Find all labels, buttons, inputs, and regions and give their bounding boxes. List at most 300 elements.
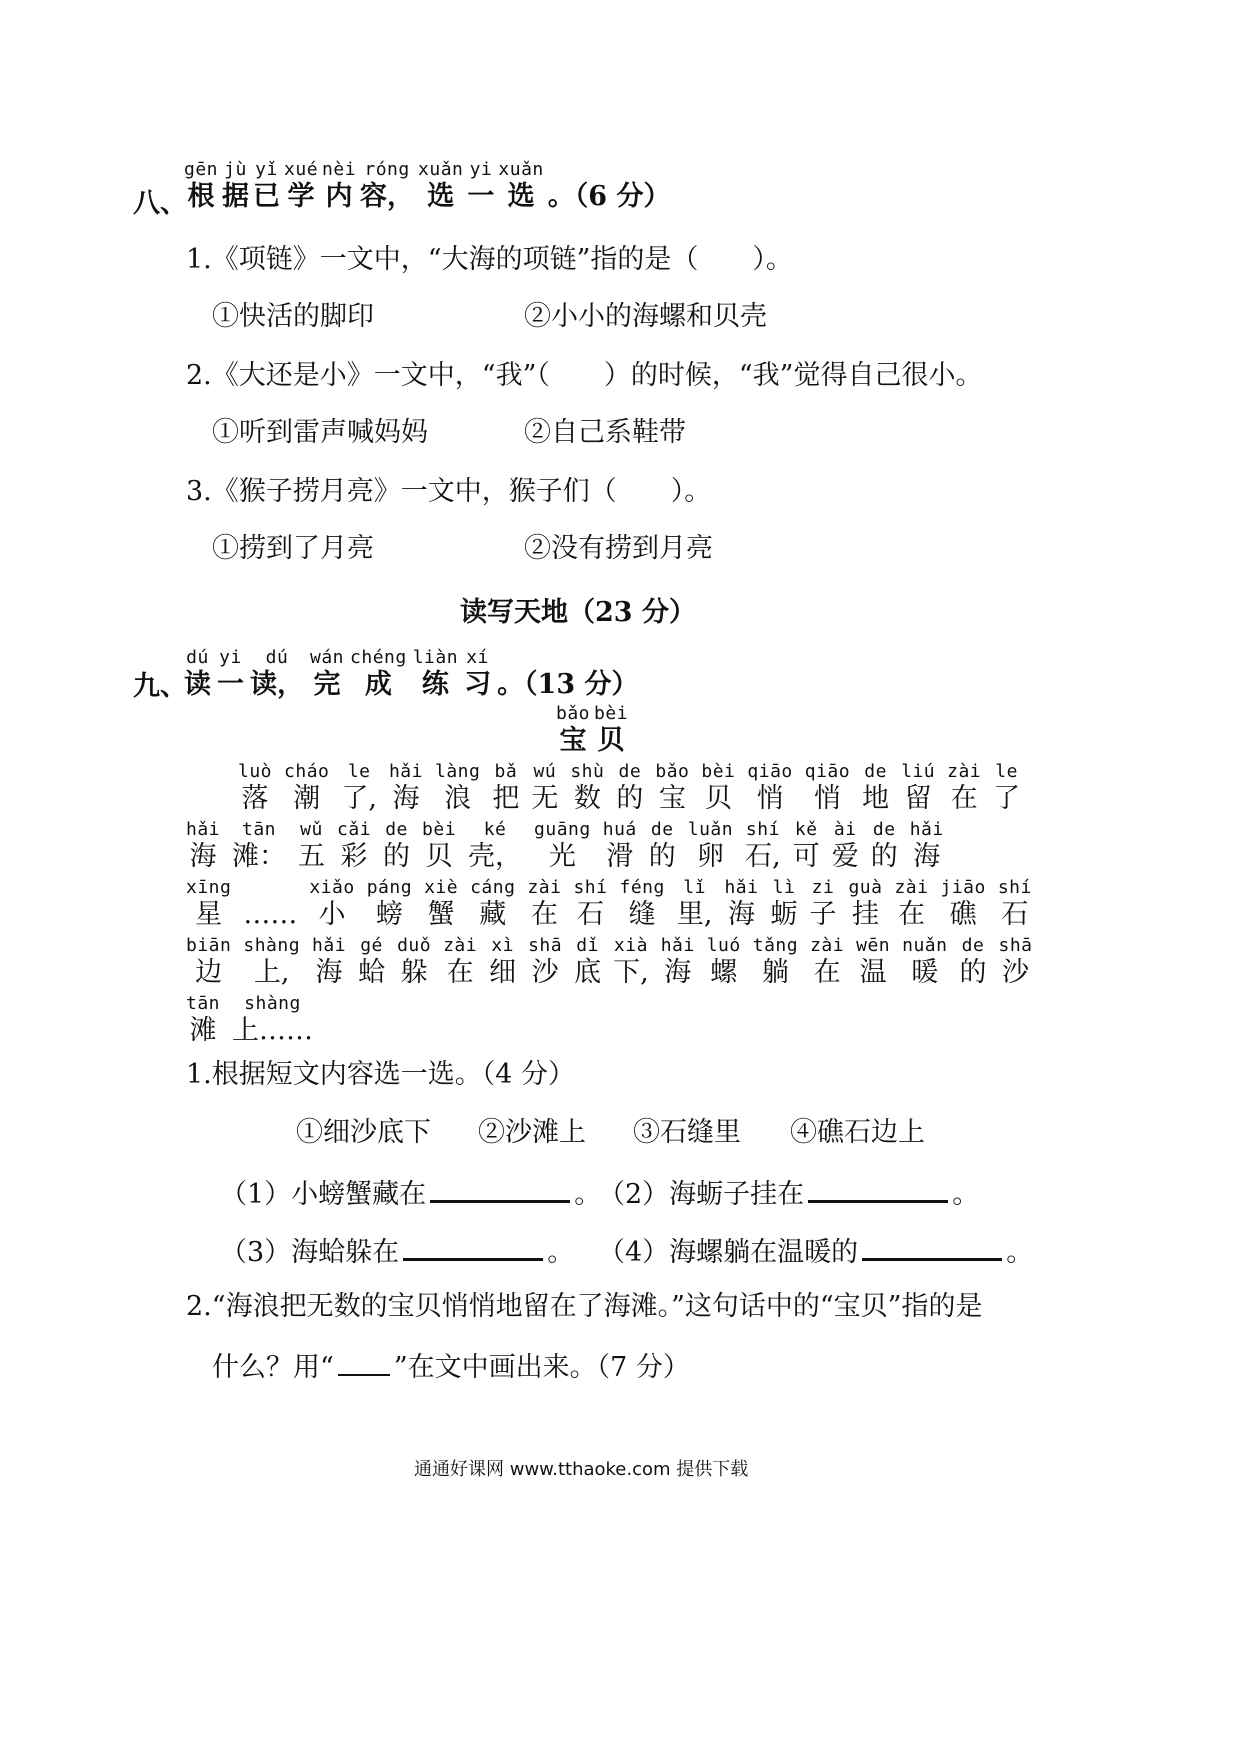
pinyin: luǎn xyxy=(687,819,734,840)
hanzi: 星 xyxy=(195,899,223,930)
hanzi: 里, xyxy=(676,899,713,930)
hanzi: 的 xyxy=(648,841,676,872)
pinyin: bèi xyxy=(422,819,457,840)
pinyin: huá xyxy=(602,819,637,840)
pinyin: xīng xyxy=(186,877,232,898)
pinyin: shā xyxy=(528,935,563,956)
passage-char xyxy=(998,936,1032,990)
hanzi: 在 xyxy=(446,957,474,988)
pinyin: bǎo xyxy=(556,703,591,724)
hanzi: 海 xyxy=(664,957,692,988)
passage-char xyxy=(534,820,591,874)
section-8-heading xyxy=(184,160,670,214)
question-8-3: 3.《猴子捞月亮》一文中，猴子们（ ）。 xyxy=(186,476,712,507)
pinyin: wán xyxy=(310,647,345,668)
pinyin: xì xyxy=(491,935,514,956)
passage-char xyxy=(243,878,297,932)
hanzi: 在 xyxy=(950,783,978,814)
pinyin: lì xyxy=(772,877,796,898)
hanzi: 已 xyxy=(253,181,281,212)
pinyin: luò xyxy=(238,761,273,782)
hanzi: 选 xyxy=(507,181,535,212)
passage-char xyxy=(848,878,882,932)
hanzi: 据 xyxy=(222,181,250,212)
pinyin: bǎo xyxy=(655,761,690,782)
fill-item-1-text: （1）小螃蟹藏在 xyxy=(220,1179,427,1210)
hanzi: 无 xyxy=(531,783,559,814)
hanzi: 细 xyxy=(489,957,517,988)
passage-char xyxy=(443,936,477,990)
fill-item-3-text: （3）海蛤躲在 xyxy=(220,1237,400,1268)
passage-char xyxy=(947,762,981,816)
pinyin: de xyxy=(961,935,985,956)
question-8-1-option-2: ②小小的海螺和贝壳 xyxy=(524,301,767,332)
pinyin: gé xyxy=(360,935,383,956)
question-8-2: 2.《大还是小》一文中，“我”（ ）的时候，“我”觉得自己很小。 xyxy=(186,360,983,391)
heading-8-char xyxy=(498,160,543,214)
pinyin: wú xyxy=(533,761,557,782)
hanzi: 蛤 xyxy=(358,957,386,988)
passage-char xyxy=(435,762,480,816)
pinyin: biān xyxy=(186,935,232,956)
passage-char xyxy=(805,762,850,816)
hanzi: 爱 xyxy=(831,841,859,872)
hanzi: 成 xyxy=(364,669,392,700)
passage-char xyxy=(186,820,220,874)
hanzi: 滑 xyxy=(606,841,634,872)
question-8-1-option-1: ①快活的脚印 xyxy=(212,301,374,332)
hanzi: 边 xyxy=(195,957,223,988)
passage-char xyxy=(902,936,947,990)
pinyin: zài xyxy=(443,935,478,956)
hanzi: 贝 xyxy=(597,725,625,756)
pinyin: tān xyxy=(242,819,277,840)
passage-char xyxy=(619,878,664,932)
passage-char xyxy=(367,878,412,932)
passage-char xyxy=(753,936,798,990)
fill-item-3 xyxy=(220,1232,574,1270)
pinyin: hǎi xyxy=(909,819,944,840)
underline-sample xyxy=(338,1348,390,1376)
pinyin: le xyxy=(347,761,371,782)
pinyin: guà xyxy=(848,877,883,898)
pinyin: zài xyxy=(894,877,929,898)
hanzi: 的 xyxy=(383,841,411,872)
pinyin: de xyxy=(618,761,642,782)
pinyin: shù xyxy=(570,761,605,782)
fill-item-2-end: 。 xyxy=(952,1179,980,1210)
pinyin: shí xyxy=(573,877,608,898)
pinyin: hǎi xyxy=(660,935,695,956)
hanzi: 宝 xyxy=(559,725,587,756)
pinyin: zài xyxy=(947,761,982,782)
hanzi: 的 xyxy=(616,783,644,814)
heading-8-char xyxy=(467,160,494,214)
question-9-1: 1.根据短文内容选一选。（4 分） xyxy=(186,1059,576,1090)
pinyin: tǎng xyxy=(752,935,799,956)
pinyin: xí xyxy=(466,647,489,668)
hanzi: 一 xyxy=(467,181,495,212)
passage-char xyxy=(856,936,890,990)
hanzi: 在 xyxy=(897,899,925,930)
pinyin: hǎi xyxy=(724,877,759,898)
passage-char xyxy=(186,994,220,1048)
hanzi: 蟹 xyxy=(427,899,455,930)
hanzi: 石 xyxy=(1001,899,1029,930)
heading-9-char xyxy=(310,648,344,702)
passage-char xyxy=(810,936,844,990)
fill-item-2-text: （2）海蛎子挂在 xyxy=(598,1179,805,1210)
section-9-heading-tail: 。（13 分） xyxy=(497,669,639,700)
hanzi: 海 xyxy=(727,899,755,930)
pinyin: làng xyxy=(434,761,481,782)
hanzi: 的 xyxy=(959,957,987,988)
hanzi: 一 xyxy=(217,669,244,700)
passage-char xyxy=(603,820,637,874)
pinyin: dú xyxy=(265,647,289,668)
heading-9-char xyxy=(413,648,458,702)
pinyin: zài xyxy=(810,935,845,956)
hanzi: 悄 xyxy=(756,783,784,814)
passage-char xyxy=(649,820,676,874)
hanzi: 地 xyxy=(862,783,890,814)
passage-char xyxy=(747,762,792,816)
passage-char xyxy=(341,762,377,816)
passage-char xyxy=(901,762,935,816)
pinyin: cháo xyxy=(284,761,330,782)
section-8-heading-tail: 。（6 分） xyxy=(547,181,671,212)
fill-item-1-end: 。 xyxy=(574,1179,602,1210)
pinyin: dú xyxy=(186,647,209,668)
pinyin: shàng xyxy=(243,935,301,956)
passage-char xyxy=(574,936,601,990)
pinyin: páng xyxy=(366,877,413,898)
pinyin: xiè xyxy=(424,877,459,898)
pinyin: xué xyxy=(284,159,319,180)
hanzi: 滩： xyxy=(232,841,287,872)
passage-char xyxy=(570,762,604,816)
section-9-heading xyxy=(184,648,639,702)
choice-2: ②沙滩上 xyxy=(478,1117,586,1148)
passage-char xyxy=(489,936,516,990)
heading-8-char xyxy=(418,160,463,214)
fill-item-3-blank[interactable] xyxy=(403,1232,543,1261)
hanzi: 子 xyxy=(809,899,837,930)
choice-4: ④礁石边上 xyxy=(790,1117,925,1148)
part-title: 读写天地（23 分） xyxy=(460,597,696,628)
hanzi: 石 xyxy=(576,899,604,930)
pinyin: luó xyxy=(706,935,741,956)
passage-line xyxy=(186,820,956,874)
passage-char xyxy=(424,878,458,932)
hanzi: 蛎 xyxy=(770,899,798,930)
section-9-number: 九、 xyxy=(133,671,187,702)
fill-item-2 xyxy=(598,1174,979,1212)
pinyin: ké xyxy=(483,819,507,840)
passage-line xyxy=(186,994,325,1048)
heading-9-char xyxy=(464,648,491,702)
hanzi: 在 xyxy=(813,957,841,988)
question-8-3-option-1: ①捞到了月亮 xyxy=(212,533,374,564)
passage-char xyxy=(358,936,385,990)
pinyin: yi xyxy=(219,647,242,668)
passage-title xyxy=(556,704,632,758)
pinyin: hǎi xyxy=(312,935,347,956)
heading-8-char xyxy=(360,160,414,214)
passage-char xyxy=(993,762,1020,816)
hanzi: 海 xyxy=(913,841,941,872)
hanzi: 石, xyxy=(745,841,781,872)
hanzi: 把 xyxy=(492,783,520,814)
hanzi: 贝 xyxy=(425,841,453,872)
pinyin: yǐ xyxy=(255,159,278,180)
passage-char xyxy=(232,994,313,1048)
hanzi: 上, xyxy=(253,957,290,988)
heading-8-char xyxy=(322,160,356,214)
pinyin: liàn xyxy=(412,647,459,668)
passage-char xyxy=(528,936,562,990)
passage-char xyxy=(616,762,643,816)
hanzi: 的 xyxy=(870,841,898,872)
passage-char xyxy=(232,820,286,874)
heading-8-char xyxy=(222,160,249,214)
passage-char xyxy=(298,820,325,874)
question-8-2-option-2: ②自己系鞋带 xyxy=(524,417,686,448)
passage-char xyxy=(422,820,456,874)
passage-line xyxy=(238,762,1032,816)
hanzi: 学 xyxy=(287,181,315,212)
pinyin: de xyxy=(872,819,896,840)
hanzi: 选 xyxy=(427,181,455,212)
passage-title-char xyxy=(556,704,590,758)
hanzi: 滩 xyxy=(189,1015,217,1046)
hanzi: 彩 xyxy=(340,841,368,872)
hanzi: 缝 xyxy=(628,899,656,930)
hanzi: 暖 xyxy=(911,957,939,988)
question-8-3-option-2: ②没有捞到月亮 xyxy=(524,533,713,564)
hanzi: 练 xyxy=(421,669,449,700)
hanzi: 壳， xyxy=(468,841,523,872)
hanzi: 温 xyxy=(859,957,887,988)
passage-char xyxy=(707,936,741,990)
pinyin: chéng xyxy=(350,647,407,668)
hanzi: 落 xyxy=(241,783,269,814)
pinyin: féng xyxy=(619,877,665,898)
pinyin: bèi xyxy=(594,703,629,724)
hanzi: 底 xyxy=(574,957,602,988)
pinyin: hǎi xyxy=(388,761,423,782)
pinyin: ài xyxy=(833,819,857,840)
pinyin: hǎi xyxy=(186,819,221,840)
passage-char xyxy=(186,936,231,990)
passage-char xyxy=(527,878,561,932)
pinyin: xuǎn xyxy=(418,159,464,180)
footer-credit: 通通好课网 www.tthaoke.com 提供下载 xyxy=(414,1459,749,1480)
passage-char xyxy=(770,878,797,932)
passage-char xyxy=(677,878,713,932)
passage-char xyxy=(312,936,346,990)
passage-char xyxy=(186,878,231,932)
passage-char xyxy=(243,936,300,990)
hanzi: 海 xyxy=(315,957,343,988)
passage-char xyxy=(238,762,272,816)
fill-item-4-text: （4）海螺躺在温暖的 xyxy=(598,1237,859,1268)
pinyin: de xyxy=(385,819,408,840)
heading-8-char xyxy=(253,160,280,214)
heading-9-char xyxy=(184,648,211,702)
passage-line xyxy=(186,878,1044,932)
passage-char xyxy=(492,762,519,816)
passage-char xyxy=(531,762,558,816)
passage-char xyxy=(862,762,889,816)
fill-item-1-blank[interactable] xyxy=(430,1174,570,1203)
pinyin: le xyxy=(995,761,1018,782)
passage-char xyxy=(309,878,354,932)
pinyin: xuǎn xyxy=(498,159,544,180)
question-9-2-line-1: 2.“海浪把无数的宝贝悄悄地留在了海滩。”这句话中的“宝贝”指的是 xyxy=(186,1291,983,1322)
hanzi: 小 xyxy=(318,899,346,930)
pinyin: jiāo xyxy=(940,877,986,898)
pinyin: wēn xyxy=(856,935,891,956)
pinyin: gēn xyxy=(184,159,219,180)
pinyin: shí xyxy=(745,819,780,840)
fill-item-4 xyxy=(598,1232,1033,1270)
hanzi: 宝 xyxy=(658,783,686,814)
question-9-2-line-2 xyxy=(212,1348,690,1385)
hanzi: 沙 xyxy=(531,957,559,988)
choice-1: ①细沙底下 xyxy=(296,1117,431,1148)
pinyin: cǎi xyxy=(337,819,372,840)
question-8-1: 1.《项链》一文中，“大海的项链”指的是（ ）。 xyxy=(186,244,793,275)
pinyin: lǐ xyxy=(683,877,706,898)
pinyin: cáng xyxy=(470,877,516,898)
section-8-number: 八、 xyxy=(133,188,187,219)
question-9-2-text-a: 什么？用“ xyxy=(212,1352,334,1383)
pinyin: qiāo xyxy=(804,761,851,782)
passage-char xyxy=(724,878,758,932)
heading-9-char xyxy=(250,648,304,702)
hanzi: 沙 xyxy=(1001,957,1029,988)
heading-8-char xyxy=(184,160,218,214)
passage-title-char xyxy=(594,704,628,758)
passage-char xyxy=(383,820,410,874)
pinyin: róng xyxy=(364,159,410,180)
pinyin: bǎ xyxy=(494,761,518,782)
hanzi: 了 xyxy=(993,783,1021,814)
hanzi: 挂 xyxy=(851,899,879,930)
fill-item-3-end: 。 xyxy=(547,1237,575,1268)
passage-char xyxy=(573,878,607,932)
passage-char xyxy=(468,820,522,874)
fill-item-1 xyxy=(220,1174,601,1212)
hanzi: 浪 xyxy=(444,783,472,814)
pinyin: shàng xyxy=(244,993,301,1014)
hanzi: 贝 xyxy=(704,783,732,814)
hanzi: 光 xyxy=(548,841,576,872)
pinyin: xià xyxy=(613,935,648,956)
hanzi: 习 xyxy=(464,669,492,700)
pinyin: shí xyxy=(997,877,1032,898)
question-9-2-text-b: ”在文中画出来。（7 分） xyxy=(393,1352,690,1383)
passage-char xyxy=(337,820,371,874)
hanzi: 留 xyxy=(904,783,932,814)
pinyin: dǐ xyxy=(576,935,599,956)
pinyin: tān xyxy=(186,993,221,1014)
pinyin: liú xyxy=(901,761,936,782)
question-8-2-option-1: ①听到雷声喊妈妈 xyxy=(212,417,428,448)
hanzi: 藏 xyxy=(479,899,507,930)
passage-char xyxy=(701,762,735,816)
passage-char xyxy=(959,936,986,990)
fill-item-4-blank[interactable] xyxy=(862,1232,1002,1261)
hanzi: 躲 xyxy=(400,957,428,988)
pinyin: kě xyxy=(794,819,818,840)
pinyin: yi xyxy=(469,159,493,180)
fill-item-4-end: 。 xyxy=(1006,1237,1034,1268)
pinyin: jù xyxy=(224,159,247,180)
hanzi: 了, xyxy=(341,783,377,814)
hanzi: 螺 xyxy=(710,957,738,988)
hanzi: 在 xyxy=(530,899,558,930)
passage-char xyxy=(613,936,649,990)
pinyin: qiāo xyxy=(747,761,793,782)
hanzi: 潮 xyxy=(293,783,321,814)
pinyin: de xyxy=(864,761,887,782)
pinyin: zài xyxy=(527,877,562,898)
hanzi: 卵 xyxy=(696,841,724,872)
passage-char xyxy=(655,762,689,816)
hanzi: 可 xyxy=(792,841,820,872)
passage-char xyxy=(940,878,985,932)
passage-char xyxy=(661,936,695,990)
passage-char xyxy=(998,878,1032,932)
hanzi: 容， xyxy=(360,181,415,212)
pinyin: guāng xyxy=(534,819,591,840)
passage-char xyxy=(832,820,859,874)
pinyin: shā xyxy=(998,935,1033,956)
hanzi: 五 xyxy=(298,841,326,872)
hanzi: 海 xyxy=(189,841,217,872)
pinyin: zi xyxy=(811,877,835,898)
hanzi: 海 xyxy=(392,783,420,814)
pinyin: wǔ xyxy=(300,819,323,840)
passage-line xyxy=(186,936,1045,990)
passage-char xyxy=(745,820,781,874)
passage-char xyxy=(809,878,836,932)
passage-char xyxy=(910,820,944,874)
pinyin: de xyxy=(650,819,674,840)
passage-char xyxy=(397,936,431,990)
hanzi: 读 xyxy=(184,669,211,700)
hanzi: …… xyxy=(243,899,298,930)
hanzi: 上…… xyxy=(232,1015,314,1046)
pinyin: bèi xyxy=(701,761,736,782)
hanzi: 数 xyxy=(573,783,601,814)
passage-char xyxy=(688,820,733,874)
pinyin: nèi xyxy=(322,159,357,180)
hanzi: 礁 xyxy=(949,899,977,930)
hanzi: 下, xyxy=(613,957,649,988)
fill-item-2-blank[interactable] xyxy=(808,1174,948,1203)
passage-char xyxy=(284,762,329,816)
passage-char xyxy=(793,820,820,874)
heading-9-char xyxy=(350,648,407,702)
pinyin: xiǎo xyxy=(309,877,355,898)
heading-8-char xyxy=(284,160,318,214)
hanzi: 内 xyxy=(325,181,353,212)
passage-char xyxy=(389,762,423,816)
hanzi: 螃 xyxy=(375,899,403,930)
